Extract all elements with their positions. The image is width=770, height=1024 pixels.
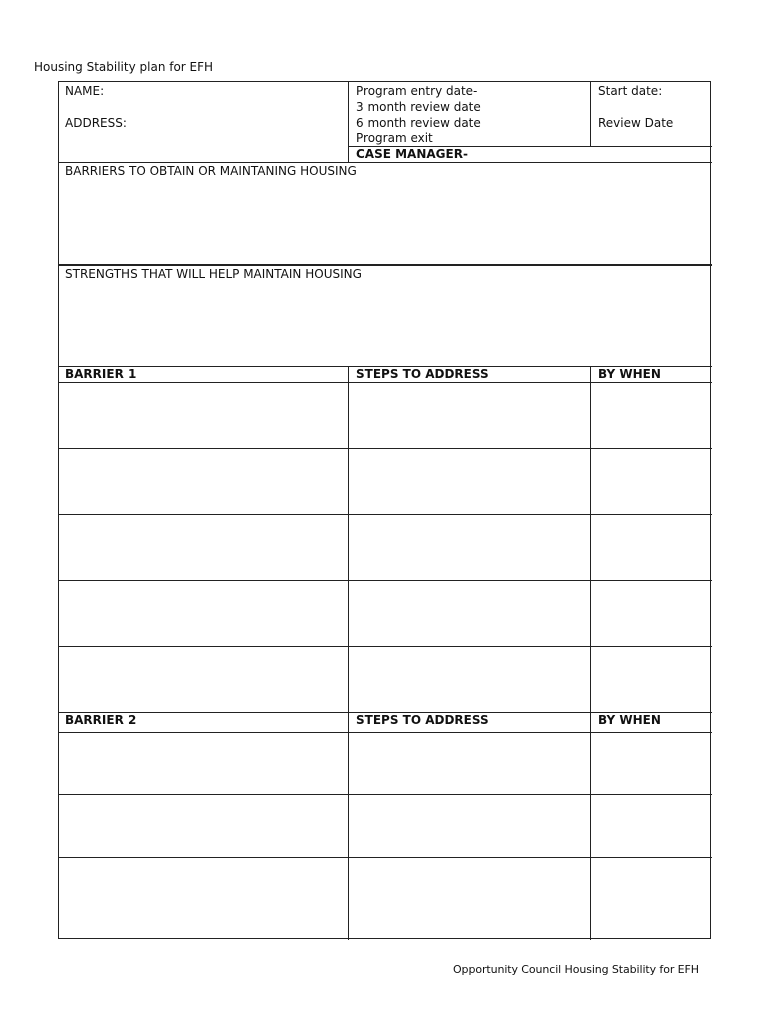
address-label: ADDRESS: (65, 116, 127, 130)
start-date-label: Start date: (598, 84, 663, 98)
address-field[interactable] (59, 114, 348, 162)
strengths-field[interactable] (59, 282, 712, 366)
barrier1-row3-steps[interactable] (349, 515, 590, 580)
barrier2-steps-header: STEPS TO ADDRESS (356, 713, 489, 727)
barrier1-row1-steps[interactable] (349, 383, 590, 448)
barrier1-header: BARRIER 1 (65, 367, 137, 381)
barrier2-row3-steps[interactable] (349, 858, 590, 938)
program-entry-label: Program entry date- (356, 84, 478, 98)
barrier1-row1-barrier[interactable] (59, 383, 348, 448)
barrier1-row1-by-when[interactable] (591, 383, 712, 448)
barrier2-row2-by-when[interactable] (591, 795, 712, 857)
barrier1-row2-steps[interactable] (349, 449, 590, 514)
barrier1-row5-steps[interactable] (349, 647, 590, 712)
barrier1-steps-header: STEPS TO ADDRESS (356, 367, 489, 381)
case-manager-label: CASE MANAGER- (356, 147, 468, 161)
barrier1-row3-barrier[interactable] (59, 515, 348, 580)
barrier2-row1-steps[interactable] (349, 733, 590, 794)
review-date-label: Review Date (598, 116, 674, 130)
program-exit-label: Program exit (356, 131, 433, 145)
name-label: NAME: (65, 84, 105, 98)
barrier2-row1-by-when[interactable] (591, 733, 712, 794)
barrier2-row3-by-when[interactable] (591, 858, 712, 938)
barrier2-row2-barrier[interactable] (59, 795, 348, 857)
barrier1-row3-by-when[interactable] (591, 515, 712, 580)
barriers-label: BARRIERS TO OBTAIN OR MAINTANING HOUSING (65, 164, 357, 178)
barrier2-row2-steps[interactable] (349, 795, 590, 857)
barrier1-row4-barrier[interactable] (59, 581, 348, 646)
barrier2-row1-barrier[interactable] (59, 733, 348, 794)
strengths-label: STRENGTHS THAT WILL HELP MAINTAIN HOUSING (65, 267, 362, 281)
header-divider-2 (590, 82, 591, 146)
barrier1-row5-by-when[interactable] (591, 647, 712, 712)
barrier1-row4-by-when[interactable] (591, 581, 712, 646)
header-divider-1 (348, 82, 349, 162)
barrier2-row3-barrier[interactable] (59, 858, 348, 938)
barrier1-row5-barrier[interactable] (59, 647, 348, 712)
barrier1-by-when-header: BY WHEN (598, 367, 661, 381)
document-title: Housing Stability plan for EFH (34, 60, 214, 74)
housing-stability-form (58, 81, 711, 939)
barriers-field[interactable] (59, 179, 712, 264)
three-month-review-label: 3 month review date (356, 100, 481, 114)
barrier1-row4-steps[interactable] (349, 581, 590, 646)
six-month-review-label: 6 month review date (356, 116, 481, 130)
barrier2-by-when-header: BY WHEN (598, 713, 661, 727)
name-field[interactable] (59, 82, 348, 114)
barrier2-header: BARRIER 2 (65, 713, 137, 727)
footer-text: Opportunity Council Housing Stability for EFH (453, 963, 699, 976)
barrier1-row2-barrier[interactable] (59, 449, 348, 514)
barrier1-row2-by-when[interactable] (591, 449, 712, 514)
